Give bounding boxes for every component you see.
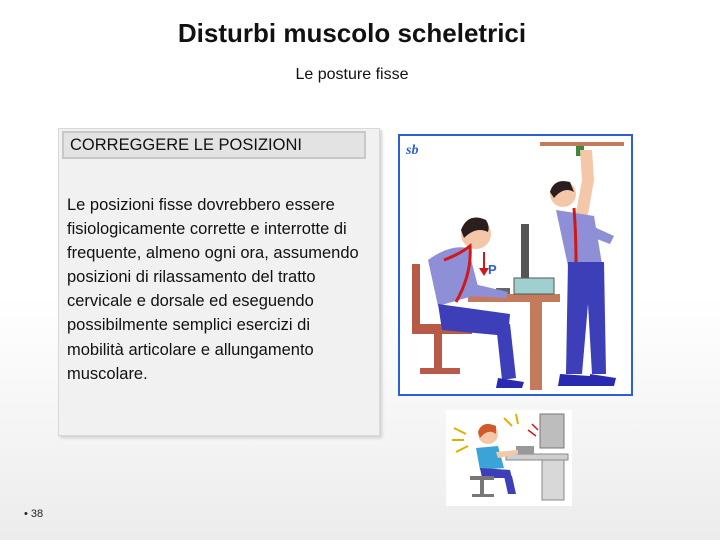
subtitle-text: Le posture fisse — [295, 66, 409, 83]
slide-number: • 38 — [24, 508, 44, 520]
body-text: dovrebbero essere fisiologicamente corrette e interrotte di frequente, almeno ogni ora, assumendo posizioni di rilassamento del tratto cervicale e dorsale ed eseguendo possibilmente semplici esercizi di mobilità articolare e allungamento muscolare. — [67, 196, 359, 383]
slide-title: Disturbi muscolo scheletrici — [177, 18, 527, 48]
pressure-marker: P — [488, 262, 497, 277]
content-box-body — [67, 193, 371, 386]
posture-illustration — [398, 134, 633, 396]
slide-number-value: 38 — [30, 508, 44, 520]
office-worker-illustration — [446, 410, 572, 506]
logo-text: sb — [406, 143, 419, 158]
body-emphasis: Le posizioni fisse — [67, 196, 193, 214]
content-box-header: CORREGGERE LE POSIZIONI — [62, 131, 366, 159]
slide-subtitle — [0, 66, 704, 84]
